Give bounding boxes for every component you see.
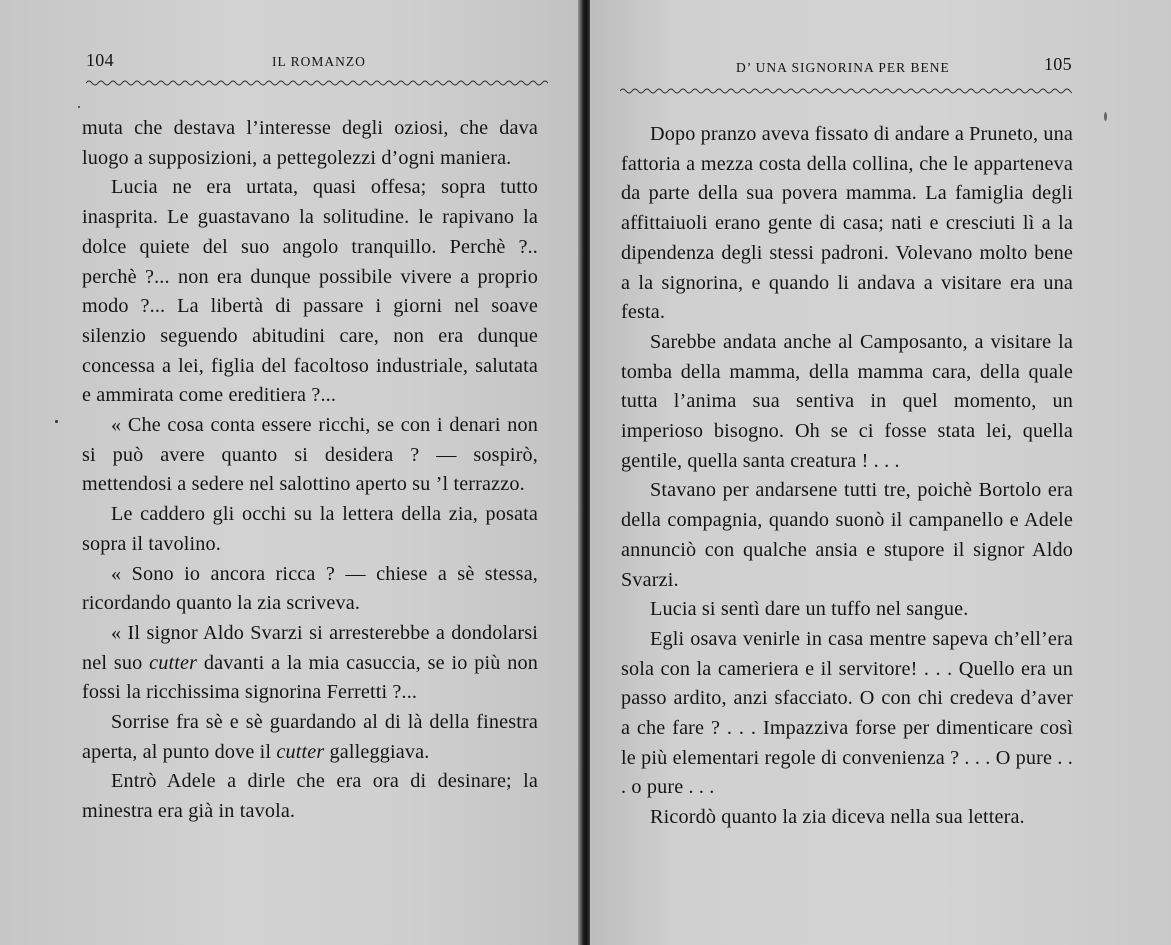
text-run: Dopo pranzo aveva fissato di andare a Pruneto, una fattoria a mezza costa della collina, che le apparteneva da parte della sua povera mamma. La famiglia degli affittaiuoli erano gente di casa; nati e cresciuti lì a la dipendenza degli stessi padroni. Volevano molto bene a la signorina, e quando li andava a visitare era una festa.	[621, 123, 1073, 324]
paragraph	[82, 500, 538, 559]
text-run: « Che cosa conta essere ricchi, se con i denari non si può avere quanto si desidera ? — sospirò, mettendosi a sedere nel salottino aperto su ’l terrazzo.	[82, 414, 538, 496]
text-run: « Sono io ancora ricca ? — chiese a sè stessa, ricordando quanto la zia scriveva.	[82, 562, 538, 615]
paragraph	[82, 560, 538, 619]
right-header-rule	[620, 84, 1072, 98]
text-run: « Il signor Aldo Svarzi si arresterebbe a dondolarsi nel suo	[82, 621, 538, 674]
left-running-head: IL ROMANZO	[272, 54, 366, 69]
paragraph	[621, 120, 1073, 328]
left-body-text	[82, 114, 538, 827]
paragraph	[82, 411, 538, 500]
left-page-number: 104	[86, 50, 114, 70]
paper-speck	[78, 106, 80, 108]
italic-text: cutter	[276, 740, 325, 763]
paragraph	[621, 328, 1073, 477]
paragraph	[621, 625, 1073, 803]
text-run: Entrò Adele a dirle che era ora di desinare; la minestra era già in tavola.	[82, 770, 538, 823]
paragraph	[82, 767, 538, 826]
text-run: Le caddero gli occhi su la lettera della zia, posata sopra il tavolino.	[82, 503, 538, 555]
paragraph	[82, 708, 538, 767]
right-page-number: 105	[1044, 54, 1072, 74]
paragraph	[621, 803, 1073, 833]
text-run: Sorrise fra sè e sè guardando al di là della finestra aperta, al punto dove il	[82, 711, 538, 763]
paper-speck	[1104, 112, 1107, 121]
text-run: muta che destava l’interesse degli oziosi, che dava luogo a supposizioni, a pettegolezzi d’ogni maniera.	[82, 117, 538, 169]
text-run: Lucia si sentì dare un tuffo nel sangue.	[650, 598, 969, 621]
italic-text: cutter	[149, 651, 198, 674]
paragraph	[82, 173, 538, 411]
paragraph	[621, 476, 1073, 595]
paper-speck	[55, 420, 58, 423]
left-header-rule	[86, 76, 548, 90]
text-run: Sarebbe andata anche al Camposanto, a visitare la tomba della mamma, della mamma cara, della quale tutta l’anima sua sentiva in quel momento, un imperioso bisogno. Oh se ci fosse stata lei, quella gentile, quella santa creatura ! . . .	[621, 330, 1073, 472]
text-run: Stavano per andarsene tutti tre, poichè Bortolo era della compagnia, quando suonò il campanello e Adele annunciò con qualche ansia e stupore il signor Aldo Svarzi.	[621, 479, 1073, 591]
right-body-text	[621, 120, 1073, 833]
text-run: Lucia ne era urtata, quasi offesa; sopra tutto inasprita. Le guastavano la solitudine. le rapivano la dolce quiete del suo angolo tranquillo. Perchè ?.. perchè ?... non era dunque possibile vivere a proprio modo ?... La libertà di passare i giorni nel soave silenzio seguendo abitudini care, non era dunque concessa a lei, figlia del facoltoso industriale, salutata e ammirata come ereditiera ?...	[82, 176, 538, 407]
text-run: Ricordò quanto la zia diceva nella sua lettera.	[650, 806, 1025, 829]
text-run: Egli osava venirle in casa mentre sapeva ch’ell’era sola con la cameriera e il servitore! . . . Quello era un passo ardito, anzi sfacciato. O con chi credeva d’aver a che fare ? . . . Impazziva forse per dimenticare così le più elementari regole di convenienza ? . . . O pure . . . o pure . . .	[621, 627, 1073, 799]
right-running-head: D’ UNA SIGNORINA PER BENE	[736, 60, 950, 75]
paragraph	[621, 595, 1073, 625]
right-page	[590, 0, 1171, 945]
text-run: davanti a la mia casuccia, se io più non fossi la ricchissima signorina Ferretti ?...	[82, 651, 538, 704]
paragraph	[82, 619, 538, 708]
paragraph	[82, 114, 538, 173]
text-run: galleggiava.	[324, 740, 430, 763]
left-page	[0, 0, 582, 945]
